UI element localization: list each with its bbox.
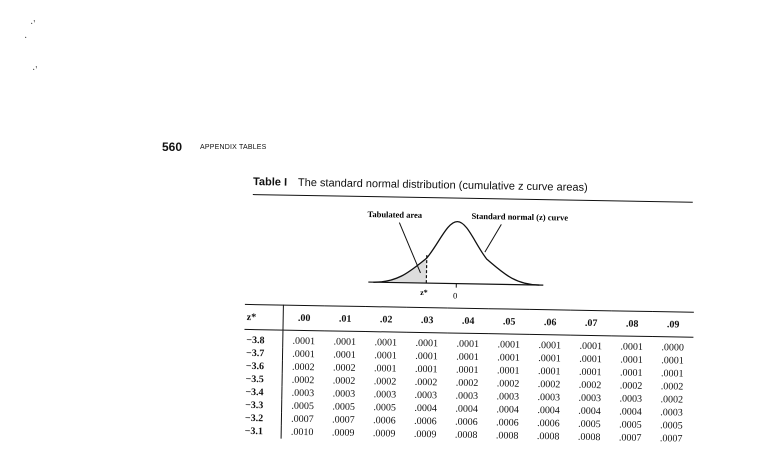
probability-cell: .0001 (365, 349, 406, 363)
table-label: Table I (253, 176, 287, 189)
z-value-cell: −3.3 (243, 399, 282, 413)
probability-cell: .0007 (323, 413, 364, 427)
probability-cell: .0009 (405, 428, 446, 442)
probability-cell: .0001 (365, 362, 406, 376)
probability-cell: .0008 (528, 430, 569, 444)
probability-cell: .0008 (569, 431, 610, 445)
column-header: .01 (324, 306, 365, 332)
probability-cell: .0001 (652, 354, 693, 368)
probability-cell: .0001 (529, 365, 570, 379)
scan-speck: ·' (30, 20, 35, 30)
probability-cell: .0005 (364, 401, 405, 415)
probability-cell: .0002 (446, 376, 487, 390)
probability-cell: .0005 (282, 400, 324, 414)
probability-cell: .0002 (282, 374, 324, 388)
probability-cell: .0001 (365, 332, 406, 350)
scan-speck: · (24, 34, 27, 44)
probability-cell: .0001 (652, 367, 693, 381)
probability-cell: .0001 (529, 352, 570, 366)
z-value-cell: −3.7 (244, 347, 283, 361)
probability-cell: .0006 (405, 415, 446, 429)
probability-cell: .0001 (570, 366, 611, 380)
probability-cell: .0005 (610, 418, 651, 432)
zero-label: 0 (453, 291, 457, 301)
probability-cell: .0000 (652, 337, 693, 355)
page-number: 560 (162, 140, 182, 154)
probability-cell: .0002 (324, 361, 365, 375)
z-value-cell: −3.4 (243, 386, 282, 400)
probability-cell: .0004 (487, 403, 528, 417)
probability-cell: .0003 (364, 388, 405, 402)
column-header: .05 (488, 309, 529, 335)
probability-cell: .0007 (281, 413, 323, 427)
running-head: APPENDIX TABLES (200, 144, 267, 151)
probability-cell: .0001 (611, 353, 652, 367)
probability-cell: .0004 (528, 404, 569, 418)
probability-cell: .0001 (447, 363, 488, 377)
probability-cell: .0001 (570, 353, 611, 367)
probability-cell: .0002 (610, 379, 651, 393)
probability-cell: .0001 (488, 334, 529, 352)
probability-cell: .0007 (651, 432, 692, 446)
probability-cell: .0001 (406, 332, 447, 350)
caption-rule (253, 194, 693, 203)
table-title: The standard normal distribution (cumulative z curve areas) (298, 177, 588, 194)
curve-label: Standard normal (z) curve (471, 211, 568, 223)
probability-cell: .0003 (610, 392, 651, 406)
probability-cell: .0001 (447, 350, 488, 364)
probability-cell: .0004 (569, 405, 610, 419)
corner-header: z* (244, 304, 283, 330)
probability-cell: .0001 (529, 334, 570, 352)
probability-cell: .0001 (324, 348, 365, 362)
probability-cell: .0003 (282, 387, 324, 401)
probability-cell: .0001 (488, 351, 529, 365)
column-header: .08 (611, 311, 652, 337)
probability-cell: .0002 (569, 379, 610, 393)
probability-cell: .0001 (283, 330, 325, 348)
normal-curve-diagram (358, 202, 590, 311)
probability-cell: .0008 (446, 428, 487, 442)
probability-cell: .0003 (446, 389, 487, 403)
probability-cell: .0006 (528, 417, 569, 431)
probability-cell: .0004 (405, 402, 446, 416)
probability-cell: .0002 (487, 377, 528, 391)
column-header: .00 (283, 305, 325, 331)
probability-cell: .0002 (282, 361, 324, 375)
probability-cell: .0003 (405, 389, 446, 403)
probability-cell: .0001 (447, 333, 488, 351)
scan-speck: ·' (32, 66, 37, 76)
z-table-body (243, 329, 694, 445)
probability-cell: .0005 (651, 419, 692, 433)
probability-cell: .0002 (651, 380, 692, 394)
probability-cell: .0008 (487, 429, 528, 443)
tabulated-area-label: Tabulated area (367, 209, 422, 220)
probability-cell: .0009 (364, 427, 405, 441)
table-caption (253, 176, 588, 194)
probability-cell: .0003 (487, 390, 528, 404)
probability-cell: .0005 (569, 418, 610, 432)
probability-cell: .0007 (610, 431, 651, 445)
probability-cell: .0005 (323, 400, 364, 414)
probability-cell: .0001 (611, 366, 652, 380)
column-header: .06 (529, 309, 570, 335)
probability-cell: .0001 (570, 335, 611, 353)
probability-cell: .0003 (569, 392, 610, 406)
column-header: .07 (570, 310, 611, 336)
probability-cell: .0004 (610, 405, 651, 419)
z-value-cell: −3.8 (244, 329, 283, 347)
probability-cell: .0002 (405, 376, 446, 390)
column-header: .02 (365, 307, 406, 333)
probability-cell: .0001 (406, 363, 447, 377)
probability-cell: .0001 (282, 348, 324, 362)
probability-cell: .0003 (651, 406, 692, 420)
probability-cell: .0003 (528, 391, 569, 405)
probability-cell: .0001 (406, 350, 447, 364)
z-value-cell: −3.1 (243, 425, 282, 439)
probability-cell: .0009 (323, 426, 364, 440)
probability-cell: .0006 (446, 415, 487, 429)
z-table (243, 304, 694, 446)
probability-cell: .0002 (323, 374, 364, 388)
probability-cell: .0001 (324, 331, 365, 349)
probability-cell: .0004 (446, 402, 487, 416)
probability-cell: .0010 (281, 426, 323, 440)
curve-pointer (485, 224, 501, 252)
normal-curve (373, 220, 540, 285)
zstar-label: z* (420, 288, 428, 297)
column-header: .09 (652, 312, 693, 338)
probability-cell: .0006 (487, 416, 528, 430)
probability-cell: .0002 (651, 393, 692, 407)
z-value-cell: −3.6 (244, 360, 283, 374)
probability-cell: .0002 (528, 378, 569, 392)
probability-cell: .0003 (323, 387, 364, 401)
probability-cell: .0006 (364, 414, 405, 428)
probability-cell: .0001 (611, 336, 652, 354)
column-header: .04 (447, 308, 488, 334)
z-value-cell: −3.5 (243, 373, 282, 387)
probability-cell: .0001 (488, 364, 529, 378)
column-header: .03 (406, 307, 447, 333)
probability-cell: .0002 (364, 375, 405, 389)
shaded-area (373, 257, 426, 283)
z-value-cell: −3.2 (243, 412, 282, 426)
